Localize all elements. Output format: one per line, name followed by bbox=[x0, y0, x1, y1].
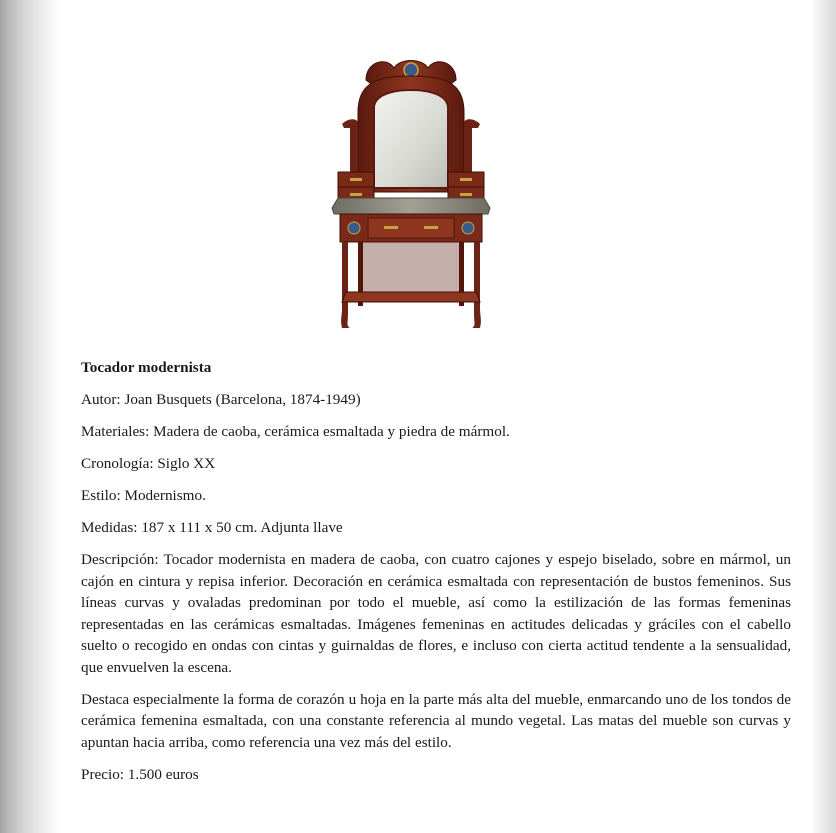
lower-shelf bbox=[342, 292, 480, 302]
mirror bbox=[374, 90, 448, 188]
item-author: Autor: Joan Busquets (Barcelona, 1874-1949) bbox=[81, 391, 361, 408]
item-title: Tocador modernista bbox=[81, 359, 212, 376]
item-measures: Medidas: 187 x 111 x 50 cm. Adjunta llave bbox=[81, 519, 343, 536]
ceramic-tondo-left bbox=[348, 222, 360, 234]
item-chronology: Cronología: Siglo XX bbox=[81, 455, 216, 472]
ceramic-tondo-right bbox=[462, 222, 474, 234]
ceramic-tondo-top bbox=[404, 63, 418, 77]
item-highlight: Destaca especialmente la forma de corazón u hoja en la parte más alta del mueble, enmarcando uno de los tondos de cerámica femenina esmaltada, con una constante referencia al mundo vegetal. Las matas del mueble son curvas y apuntan hacia arriba, como referencia una vez más del estilo. bbox=[81, 690, 791, 751]
page-shadow-left bbox=[0, 0, 62, 833]
item-description: Descripción: Tocador modernista en madera de caoba, con cuatro cajones y espejo biselado, sobre en mármol, un cajón en cintura y repisa inferior. Decoración en cerámica esmaltada con representación de bustos femeninos. Sus líneas curvas y ovaladas predominan por todo el mueble, así como la estilización de las formas femeninas representadas en las cerámicas esmaltadas. Imágenes femeninas en actitudes delicadas y gráciles con el cabello suelto o recogido en ondas con cintas y guirnaldas de flores, e incluso con cierta actitud tendente a la sensualidad, que envuelven la escena. bbox=[81, 551, 791, 676]
item-materials: Materiales: Madera de caoba, cerámica esmaltada y piedra de mármol. bbox=[81, 423, 510, 440]
leg-front-right bbox=[472, 242, 481, 328]
item-style: Estilo: Modernismo. bbox=[81, 487, 206, 504]
document-text bbox=[81, 357, 791, 796]
dressing-table-photo bbox=[328, 52, 494, 330]
page-shadow-right bbox=[810, 0, 836, 833]
leg-front-left bbox=[341, 242, 350, 328]
marble-top bbox=[332, 198, 490, 214]
waist-drawer bbox=[368, 218, 454, 238]
item-price: Precio: 1.500 euros bbox=[81, 765, 199, 783]
